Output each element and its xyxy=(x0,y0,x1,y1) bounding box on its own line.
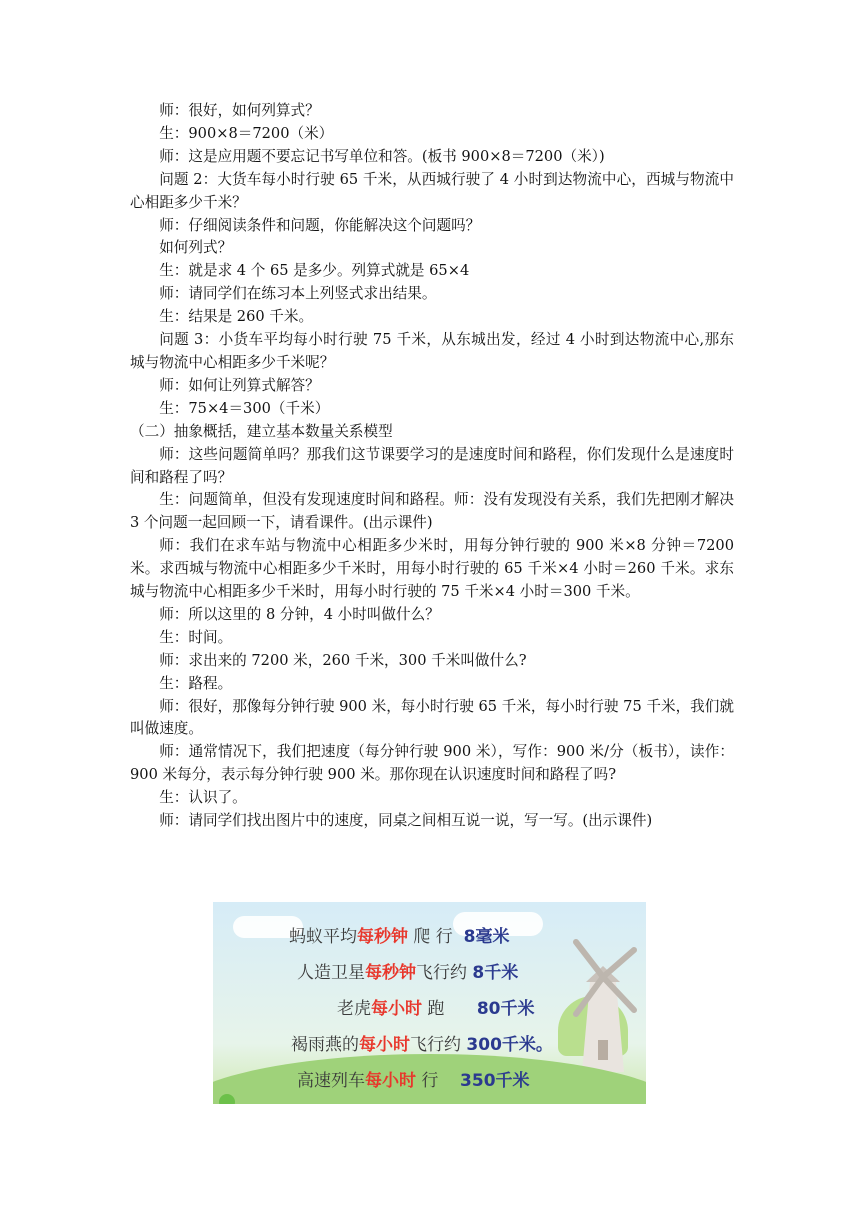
paragraph: 问题 2：大货车每小时行驶 65 千米，从西城行驶了 4 小时到达物流中心，西城与物流中心相距多少千米？ xyxy=(130,170,734,211)
row-time-unit: 每小时 xyxy=(371,999,422,1019)
paragraph: 生：75×4＝300（千米） xyxy=(159,399,330,417)
row-time-unit: 每小时 xyxy=(359,1035,410,1055)
paragraph: 生：900×8＝7200（米） xyxy=(159,124,334,142)
paragraph: 师：我们在求车站与物流中心相距多少米时，用每分钟行驶的 900 米×8 分钟＝7200 米。求西城与物流中心相距多少千米时，用每小时行驶的 65 千米×4 小时＝260 千米。求东城与物流中心相距多少千米时，用每小时行驶的 75 千米×4 小时＝300 千米。 xyxy=(130,537,734,601)
paragraph: 生：就是求 4 个 65 是多少。列算式就是 65×4 xyxy=(159,262,470,280)
row-verb: 飞行约 xyxy=(416,963,467,983)
row-time-unit: 每秒钟 xyxy=(365,963,416,983)
paragraph: 师：通常情况下，我们把速度（每分钟行驶 900 米），写作：900 米/分（板书），读作：900 米每分，表示每分钟行驶 900 米。那你现在认识速度时间和路程了吗? xyxy=(130,743,734,784)
paragraph: 生：问题简单，但没有发现速度时间和路程。师：没有发现没有关系，我们先把刚才解决 3 个问题一起回顾一下，请看课件。(出示课件) xyxy=(130,491,734,532)
document-body xyxy=(130,100,734,833)
paragraph: 如何列式？ xyxy=(159,239,233,257)
paragraph: 师：这是应用题不要忘记书写单位和答。(板书 900×8＝7200（米）) xyxy=(159,147,605,165)
row-time-unit: 每小时 xyxy=(365,1071,416,1091)
speed-row xyxy=(297,958,518,983)
row-subject: 高速列车 xyxy=(297,1071,365,1091)
row-verb: 飞行约 xyxy=(410,1035,461,1055)
paragraph: 师：很好，如何列算式？ xyxy=(159,102,320,119)
paragraph: 生：时间。 xyxy=(159,628,233,646)
paragraph: 师：请同学们找出图片中的速度，同桌之间相互说一说，写一写。(出示课件) xyxy=(159,812,653,830)
speed-row xyxy=(297,1066,530,1091)
paragraph: 生：结果是 260 千米。 xyxy=(159,308,314,326)
row-subject: 人造卫星 xyxy=(297,963,365,983)
paragraph: 问题 3：小货车平均每小时行驶 75 千米，从东城出发，经过 4 小时到达物流中心,那东城与物流中心相距多少千米呢？ xyxy=(130,331,734,371)
paragraph: 师：求出来的 7200 米，260 千米，300 千米叫做什么? xyxy=(159,651,527,669)
paragraph: 师：请同学们在练习本上列竖式求出结果。 xyxy=(159,285,437,303)
paragraph: 生：认识了。 xyxy=(159,789,247,807)
speed-row xyxy=(289,922,509,947)
row-subject: 老虎 xyxy=(337,999,371,1019)
row-distance: 350千米 xyxy=(460,1071,530,1091)
paragraph: 师：这些问题简单吗？那我们这节课要学习的是速度时间和路程，你们发现什么是速度时间和路程了吗？ xyxy=(130,445,734,486)
speed-row xyxy=(291,1030,553,1055)
decorative-dot xyxy=(219,1094,235,1104)
paragraph: 师：很好，那像每分钟行驶 900 米，每小时行驶 65 千米，每小时行驶 75 千米，我们就叫做速度。 xyxy=(130,697,734,738)
paragraph: 生：路程。 xyxy=(159,674,233,692)
row-time-unit: 每秒钟 xyxy=(357,927,408,947)
paragraph: 师：所以这里的 8 分钟，4 小时叫做什么？ xyxy=(159,605,440,623)
windmill-icon xyxy=(568,922,638,1072)
courseware-speed-image xyxy=(213,902,646,1104)
row-distance: 300千米。 xyxy=(466,1035,553,1055)
row-subject: 蚂蚁平均 xyxy=(289,927,357,947)
paragraph: 师：如何让列算式解答？ xyxy=(159,376,320,394)
paragraph: （二）抽象概括，建立基本数量关系模型 xyxy=(130,422,393,440)
row-verb: 行 xyxy=(416,1071,439,1091)
row-distance: 80千米 xyxy=(476,999,535,1019)
row-verb: 跑 xyxy=(422,999,445,1019)
row-subject: 褐雨燕的 xyxy=(291,1035,359,1055)
row-distance: 8千米 xyxy=(472,963,519,983)
row-verb: 爬 行 xyxy=(408,927,453,947)
row-distance: 8毫米 xyxy=(463,927,510,947)
speed-row xyxy=(337,994,535,1019)
paragraph: 师：仔细阅读条件和问题，你能解决这个问题吗？ xyxy=(159,216,481,234)
